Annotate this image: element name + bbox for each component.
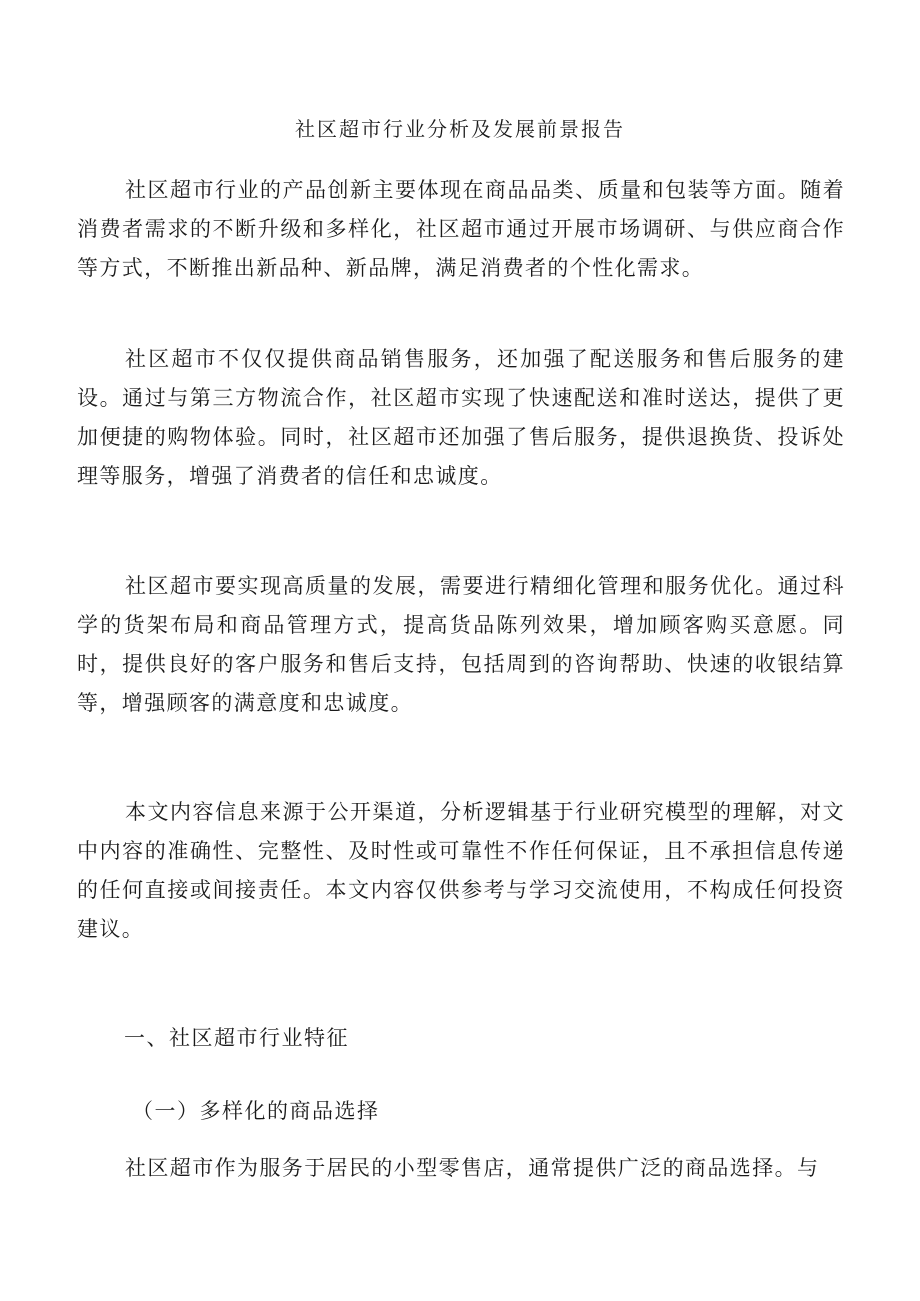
- paragraph-disclaimer: 本文内容信息来源于公开渠道，分析逻辑基于行业研究模型的理解，对文中内容的准确性、完整性、及时性或可靠性不作任何保证，且不承担信息传递的任何直接或间接责任。本文内容仅供参考与学习交流使用，不构成任何投资建议。: [77, 800, 845, 941]
- section-heading: 一、社区超市行业特征: [124, 1026, 349, 1050]
- paragraph-product-selection: 社区超市作为服务于居民的小型零售店，通常提供广泛的商品选择。与: [125, 1156, 820, 1180]
- paragraph-product-innovation: 社区超市行业的产品创新主要体现在商品品类、质量和包装等方面。随着消费者需求的不断升级和多样化，社区超市通过开展市场调研、与供应商合作等方式，不断推出新品种、新品牌，满足消费者的个性化需求。: [77, 178, 845, 280]
- paragraph-delivery-service: 社区超市不仅仅提供商品销售服务，还加强了配送服务和售后服务的建设。通过与第三方物流合作，社区超市实现了快速配送和准时送达，提供了更加便捷的购物体验。同时，社区超市还加强了售后服务，提供退换货、投诉处理等服务，增强了消费者的信任和忠诚度。: [77, 347, 845, 488]
- subsection-heading: （一）多样化的商品选择: [132, 1099, 380, 1123]
- document-title: 社区超市行业分析及发展前景报告: [295, 117, 625, 141]
- paragraph-quality-development: 社区超市要实现高质量的发展，需要进行精细化管理和服务优化。通过科学的货架布局和商品管理方式，提高货品陈列效果，增加顾客购买意愿。同时，提供良好的客户服务和售后支持，包括周到的咨询帮助、快速的收银结算等，增强顾客的满意度和忠诚度。: [77, 574, 845, 715]
